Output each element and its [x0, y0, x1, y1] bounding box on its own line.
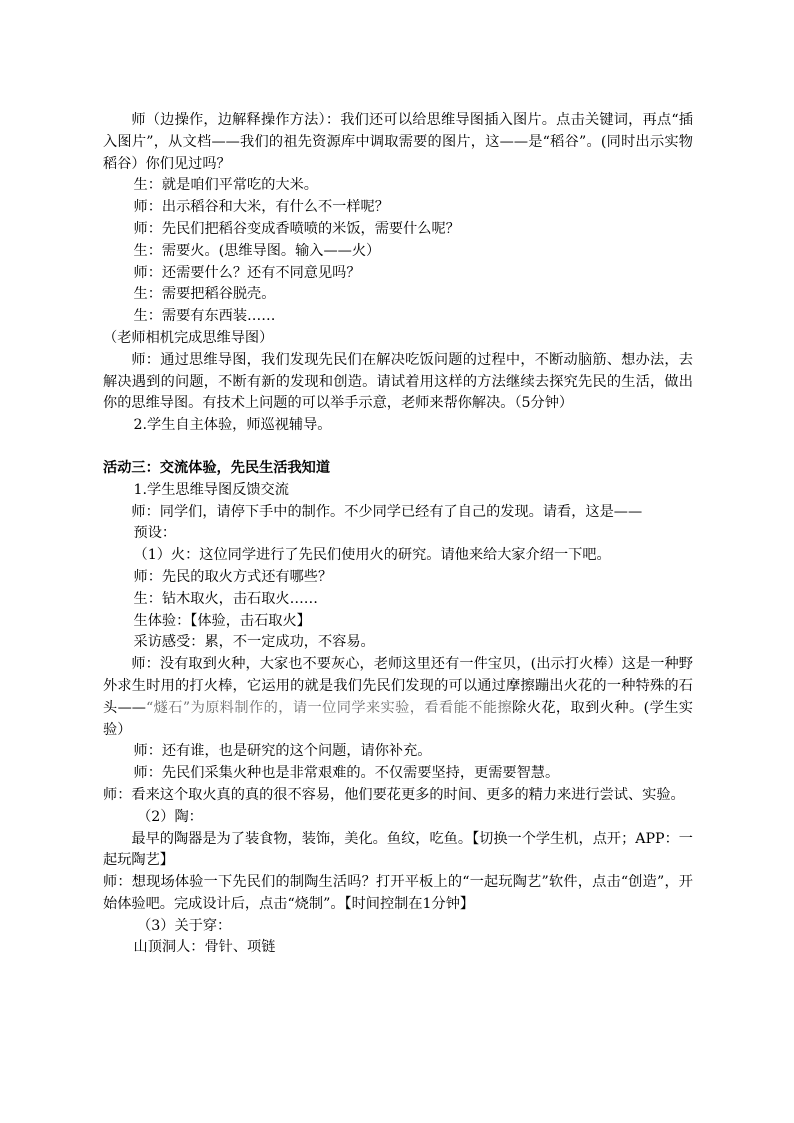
paragraph: 预设： [133, 525, 177, 542]
paragraph-text: 师：没有取到火种，大家也不要灰心，老师这里还有一件宝贝，(出示打火棒）这是一种野外求生时用的打火棒，它运用的就是我们先民们发现的可以通过摩擦蹦出火花的一种特殊的石头—— [103, 656, 693, 716]
paragraph: （2）陶： [137, 808, 203, 825]
paragraph: 师：先民们把稻谷变成香喷喷的米饭，需要什么呢？ [133, 220, 460, 237]
paragraph: 2.学生自主体验，师巡视辅导。 [133, 417, 332, 434]
paragraph: 师：还有谁，也是研究的这个问题，请你补充。 [133, 743, 432, 760]
paragraph: 师：通过思维导图，我们发现先民们在解决吃饭问题的过程中，不断动脑筋、想办法，去解决遇到的问题，不断有新的发现和创造。请试着用这样的方法继续去探究先民的生活，做出你的思维导图。有技术上问题的可以举手示意，老师来帮你解决。（5分钟） [103, 351, 693, 412]
paragraph: 1.学生思维导图反馈交流 [133, 481, 289, 498]
paragraph: 师：先民们采集火种也是非常艰难的。不仅需要坚持，更需要智慧。 [133, 765, 560, 782]
paragraph: 师：还需要什么？还有不同意见吗？ [133, 264, 361, 281]
paragraph: 师：出示稻谷和大米，有什么不一样呢？ [133, 199, 389, 216]
paragraph: （3）关于穿： [137, 917, 232, 934]
paragraph: 师：同学们，请停下手中的制作。不少同学已经有了自己的发现。请看，这是—— [131, 503, 643, 520]
paragraph: 生：钻木取火，击石取火…… [133, 590, 318, 607]
paragraph: 师：先民的取火方式还有哪些？ [133, 568, 333, 585]
paragraph: 山顶洞人：骨针、项链 [133, 939, 276, 956]
paragraph: 生体验：【体验，击石取火】 [133, 612, 311, 629]
paragraph [103, 654, 693, 741]
section-heading: 活动三：交流体验，先民生活我知道 [103, 459, 331, 476]
paragraph-text-gray: “燧石”为原料制作的，请一位同学来实验，看看能不能擦 [146, 699, 513, 716]
document-page [103, 110, 693, 959]
paragraph: 师：看来这个取火真的真的很不容易，他们要花更多的时间、更多的精力来进行尝试、实验。 [103, 786, 685, 803]
paragraph: 生：就是咱们平常吃的大米。 [133, 177, 318, 194]
paragraph: 师：想现场体验一下先民们的制陶生活吗？打开平板上的“一起玩陶艺”软件，点击“创造”，开始体验吧。完成设计后，点击“烧制”。【时间控制在1分钟】 [103, 874, 693, 912]
paragraph: 生：需要火。(思维导图。输入——火） [133, 242, 381, 259]
paragraph: 最早的陶器是为了装食物，装饰，美化。鱼纹，吃鱼。【切换一个学生机，点开；APP：一起玩陶艺】 [103, 830, 693, 869]
paragraph: （1）火：这位同学进行了先民们使用火的研究。请他来给大家介绍一下吧。 [133, 547, 611, 564]
paragraph: 采访感受：累，不一定成功，不容易。 [133, 634, 375, 651]
paragraph: 生：需要有东西装…… [133, 308, 276, 325]
paragraph-text: 除火花，取到火种。(学生实验） [103, 699, 693, 738]
paragraph: 师（边操作，边解释操作方法）：我们还可以给思维导图插入图片。点击关键词，再点“插入图片”，从文档——我们的祖先资源库中调取需要的图片，这——是“稻谷”。(同时出示实物稻谷）你们见过吗？ [103, 112, 693, 172]
paragraph: 生：需要把稻谷脱壳。 [133, 286, 276, 303]
paragraph: （老师相机完成思维导图） [103, 329, 274, 346]
